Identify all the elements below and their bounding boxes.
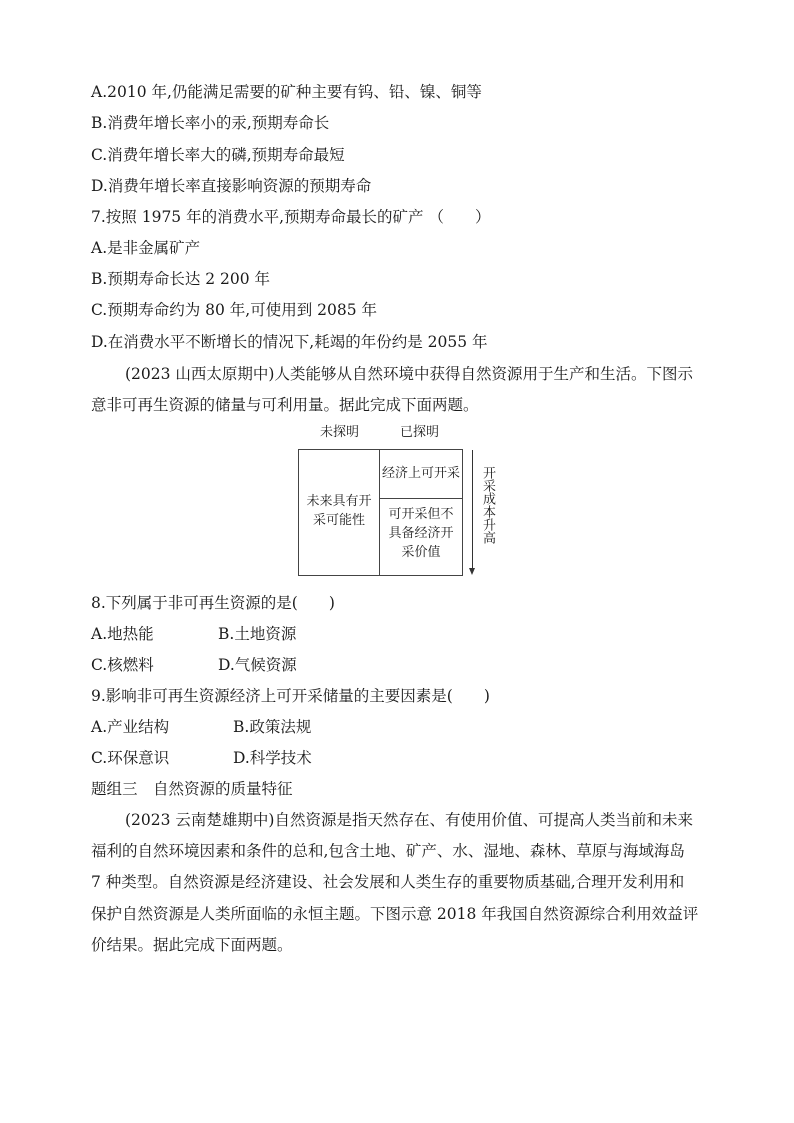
q8-option-b: B.土地资源 xyxy=(218,625,297,643)
q9-option-d: D.科学技术 xyxy=(233,749,312,767)
diagram-arrow-label: 开采成本升高 xyxy=(480,466,495,544)
arrow-down-icon xyxy=(472,450,473,570)
section3-title: 题组三 自然资源的质量特征 xyxy=(91,780,293,798)
diagram-cell-future xyxy=(301,492,377,530)
resource-reserves-diagram xyxy=(290,424,510,584)
diagram-box xyxy=(298,449,463,576)
cost-arrow xyxy=(470,450,500,580)
q9-stem: 9.影响非可再生资源经济上可开采储量的主要因素是( ) xyxy=(91,687,490,705)
q7-option-b: B.预期寿命长达 2 200 年 xyxy=(91,270,271,288)
passage2-line4: 保护自然资源是人类所面临的永恒主题。下图示意 2018 年我国自然资源综合利用效益评 xyxy=(91,905,699,923)
passage1-line2: 意非可再生资源的储量与可利用量。据此完成下面两题。 xyxy=(91,396,479,414)
passage1-line1: (2023 山西太原期中)人类能够从自然环境中获得自然资源用于生产和生活。下图示 xyxy=(125,365,693,383)
q7-option-a: A.是非金属矿产 xyxy=(91,239,201,257)
q8-stem: 8.下列属于非可再生资源的是( ) xyxy=(91,594,335,612)
diagram-cell-uneconomic-line1: 可开采但不 xyxy=(388,507,454,522)
q7-option-d: D.在消费水平不断增长的情况下,耗竭的年份约是 2055 年 xyxy=(91,333,488,351)
diagram-horizontal-divider xyxy=(379,498,462,499)
q6-option-d: D.消费年增长率直接影响资源的预期寿命 xyxy=(91,177,372,195)
diagram-cell-uneconomic xyxy=(380,505,462,562)
q7-stem: 7.按照 1975 年的消费水平,预期寿命最长的矿产 （ ） xyxy=(91,208,491,226)
q8-option-d: D.气候资源 xyxy=(218,656,297,674)
q8-option-c: C.核燃料 xyxy=(91,656,154,674)
q6-option-b: B.消费年增长率小的汞,预期寿命长 xyxy=(91,114,330,132)
diagram-cell-economic: 经济上可开采 xyxy=(381,466,460,481)
diagram-cell-uneconomic-line3: 采价值 xyxy=(401,545,441,560)
diagram-cell-future-line2: 采可能性 xyxy=(312,513,365,528)
passage2-line5: 价结果。据此完成下面两题。 xyxy=(91,936,293,954)
diagram-header-explored: 已探明 xyxy=(400,425,440,440)
q6-option-a: A.2010 年,仍能满足需要的矿种主要有钨、铅、镍、铜等 xyxy=(91,83,482,101)
q7-option-c: C.预期寿命约为 80 年,可使用到 2085 年 xyxy=(91,301,378,319)
diagram-header-unexplored: 未探明 xyxy=(320,425,360,440)
q9-option-c: C.环保意识 xyxy=(91,749,170,767)
arrow-head-icon xyxy=(469,568,475,575)
q9-option-a: A.产业结构 xyxy=(91,718,170,736)
passage2-line3: 7 种类型。自然资源是经济建设、社会发展和人类生存的重要物质基础,合理开发利用和 xyxy=(91,873,685,891)
q9-option-b: B.政策法规 xyxy=(233,718,312,736)
q8-option-a: A.地热能 xyxy=(91,625,154,643)
diagram-cell-uneconomic-line2: 具备经济开 xyxy=(388,526,454,541)
diagram-cell-future-line1: 未来具有开 xyxy=(306,494,372,509)
passage2-line1: (2023 云南楚雄期中)自然资源是指天然存在、有使用价值、可提高人类当前和未来 xyxy=(125,811,693,829)
passage2-line2: 福利的自然环境因素和条件的总和,包含土地、矿产、水、湿地、森林、草原与海域海岛 xyxy=(91,842,685,860)
q6-option-c: C.消费年增长率大的磷,预期寿命最短 xyxy=(91,146,345,164)
